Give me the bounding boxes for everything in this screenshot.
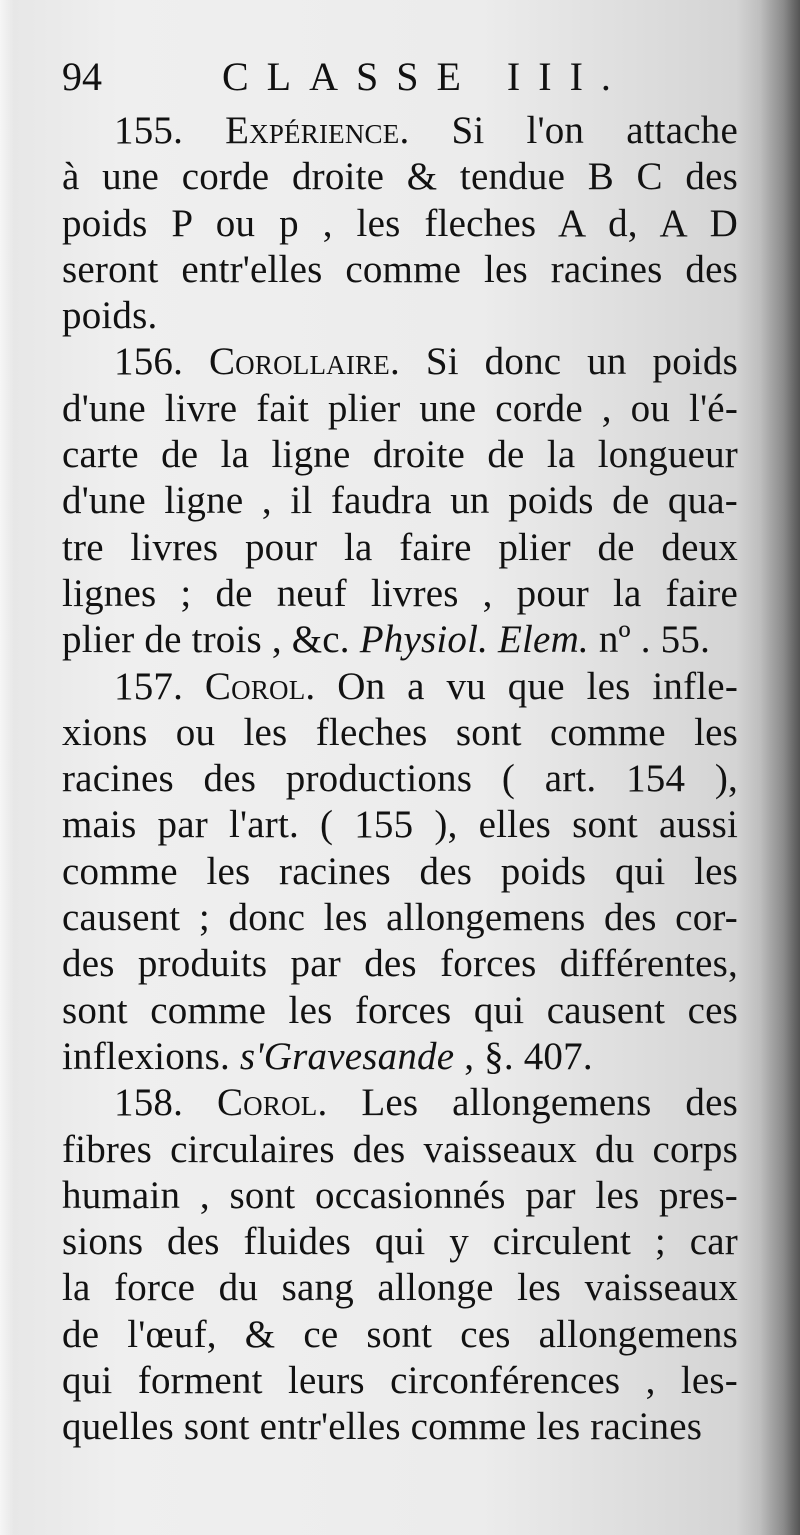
text-run: d'une livre fait plier une corde , ou l'é-	[62, 386, 738, 430]
text-line	[62, 710, 738, 756]
text-line	[62, 1173, 738, 1219]
section-heading: Corol.	[204, 664, 316, 708]
text-line	[62, 525, 738, 571]
text-line	[62, 1312, 738, 1358]
text-line	[62, 571, 738, 617]
page-edge-left	[0, 0, 14, 1535]
text-run: 158.	[114, 1081, 217, 1125]
text-run: nº . 55.	[588, 618, 711, 662]
text-run: fibres circulaires des vaisseaux du corps	[62, 1127, 738, 1171]
paragraph-157	[62, 664, 738, 1081]
text-run: mais par l'art. ( 155 ), elles sont aussi	[62, 803, 738, 847]
section-heading: Corollaire.	[208, 340, 400, 384]
text-line	[62, 849, 738, 895]
text-line	[62, 1034, 738, 1080]
text-run: racines des productions ( art. 154 ),	[62, 757, 738, 801]
text-line	[62, 756, 738, 802]
text-run: xions ou les fleches sont comme les	[62, 710, 738, 754]
paragraph-155	[62, 108, 738, 339]
text-line	[62, 247, 738, 293]
text-line	[62, 386, 738, 432]
italic-citation: Physiol. Elem.	[359, 618, 589, 662]
text-run: seront entr'elles comme les racines des	[62, 247, 738, 291]
text-run: tre livres pour la faire plier de deux	[62, 525, 738, 569]
text-run: quelles sont entr'elles comme les racines	[62, 1405, 703, 1449]
text-line	[62, 108, 738, 154]
text-run: poids.	[62, 294, 158, 338]
text-run: 156.	[114, 340, 209, 384]
text-run: sont comme les forces qui causent ces	[62, 988, 738, 1032]
text-line	[62, 478, 738, 524]
running-head: CLASSE III.	[222, 54, 629, 99]
text-run: plier de trois , &c.	[62, 618, 360, 662]
text-run: à une corde droite & tendue B C des	[62, 155, 738, 199]
text-run: d'une ligne , il faudra un poids de qua-	[62, 479, 738, 523]
text-run: On a vu que les infle-	[315, 664, 739, 708]
text-line	[62, 1358, 738, 1404]
text-run: sions des fluides qui y circulent ; car	[62, 1220, 738, 1264]
text-line	[62, 664, 738, 710]
text-run: des produits par des forces différentes,	[62, 942, 738, 986]
text-run: causent ; donc les allongemens des cor-	[62, 896, 738, 940]
text-run: lignes ; de neuf livres , pour la faire	[62, 571, 738, 615]
section-heading: Expérience.	[225, 109, 410, 152]
page-gutter-shadow	[760, 0, 800, 1535]
page-header	[62, 52, 762, 102]
text-run: 157.	[114, 664, 205, 708]
text-line	[62, 1219, 738, 1265]
text-line	[62, 293, 738, 339]
text-line	[62, 154, 738, 200]
page-number: 94	[62, 54, 102, 99]
text-run: poids P ou p , les fleches A d, A D	[62, 201, 738, 245]
text-line	[62, 1404, 738, 1450]
text-run: Si donc un poids	[399, 340, 739, 384]
italic-citation: s'Gravesande	[239, 1034, 455, 1078]
paragraph-158	[62, 1080, 738, 1450]
text-run: qui forment leurs circonférences , les-	[62, 1359, 738, 1403]
text-line	[62, 1127, 738, 1173]
text-line	[62, 941, 738, 987]
text-run: de l'œuf, & ce sont ces allongemens	[62, 1312, 738, 1356]
text-line	[62, 895, 738, 941]
paragraph-156	[62, 339, 738, 663]
text-line	[62, 201, 738, 247]
text-line	[62, 339, 738, 385]
text-run: , §. 407.	[454, 1034, 593, 1078]
text-line	[62, 1265, 738, 1311]
text-line	[62, 1080, 738, 1126]
text-line	[62, 988, 738, 1034]
text-run: Les allongemens des	[327, 1081, 738, 1125]
text-run: 155.	[114, 109, 226, 152]
text-run: carte de la ligne droite de la longueur	[62, 433, 738, 477]
text-line	[62, 432, 738, 478]
text-line	[62, 617, 738, 663]
text-line	[62, 802, 738, 848]
text-run: Si l'on attache	[409, 109, 739, 152]
text-run: humain , sont occasionnés par les pres-	[62, 1173, 738, 1217]
text-run: comme les racines des poids qui les	[62, 849, 738, 893]
text-run: la force du sang allonge les vaisseaux	[62, 1266, 738, 1310]
text-run: inflexions.	[62, 1034, 240, 1078]
body-text	[62, 108, 738, 1451]
section-heading: Corol.	[216, 1081, 328, 1125]
